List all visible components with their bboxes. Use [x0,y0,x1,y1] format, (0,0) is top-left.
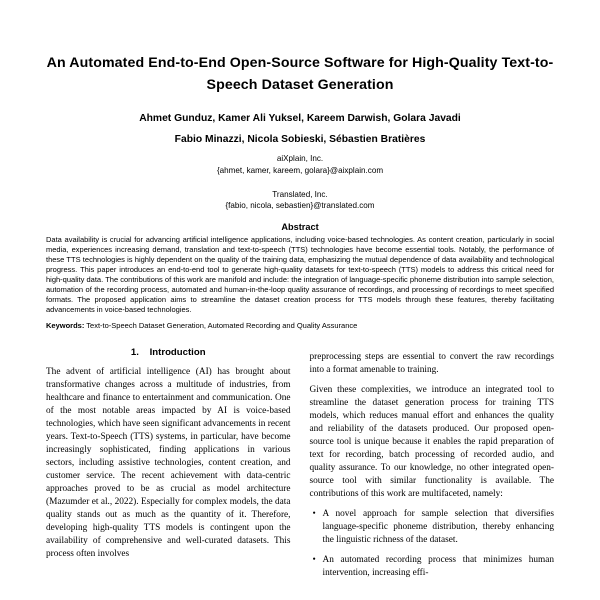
affiliation-block-1 [46,153,554,176]
section-1-number: 1. [130,346,139,358]
affiliation-1-email: {ahmet, kamer, kareem, golara}@aixplain.com [216,165,384,175]
authors-line-2: Fabio Minazzi, Nicola Sobieski, Sébastien Bratières [174,133,426,145]
section-1-title: Introduction [149,346,206,358]
affiliation-2-name: Translated, Inc. [272,189,328,199]
section-1-heading [46,347,291,358]
paragraph-right-2: Given these complexities, we introduce an integrated tool to streamline the dataset generation process for training TTS models, which reduces manual effort and enhances the quality and reliability of the datasets produced. Our proposed open-source tool is unique because it enables the rapid preparation of text for recording, batch processing of recorded audio, and quality assurance. To our knowledge, no other integrated open-source tool with similar functionality is available. The contributions of this work are multifaceted, namely: [309,384,554,500]
authors-line-1: Ahmet Gunduz, Kamer Ali Yuksel, Kareem Darwish, Golara Javadi [139,113,461,124]
list-item: • An automated recording process that minimizes human intervention, increasing effi- [323,554,555,580]
affiliation-2-email: {fabio, nicola, sebastien}@translated.com [225,201,375,211]
paragraph-right-1: preprocessing steps are essential to convert the raw recordings into a format amenable to training. [309,351,554,375]
paragraph-intro-left: The advent of artificial intelligence (AI) has brought about transformative changes across a multitude of industries, from healthcare and finance to entertainment and communication. One of the most notable areas impacted by AI is voice-based technologies, which have seen significant advancements in recent years. Text-to-Speech (TTS) systems, in particular, have become increasingly sophisticated, finding applications in various sectors, including assistive technologies, content creation, and customer service. The recent achievement with data-centric approaches proved to be as crucial as model architecture (Mazumder et al., 2022). Especially for complex models, the data quality stands out as much as the quantity of it. Therefore, developing high-quality TTS models is contingent upon the availability of comprehensive and well-curated datasets. This process often involves [46,366,291,560]
list-item: • A novel approach for sample selection that diversifies language-specific phoneme distribution, thereby enhancing the linguistic richness of the dataset. [323,508,555,547]
keywords [46,321,554,331]
keywords-label: Keywords: [46,320,85,330]
contributions-list [310,508,555,580]
abstract-heading: Abstract [281,222,319,233]
affiliation-block-2 [46,189,554,212]
body-columns [46,347,554,587]
keywords-text: Text-to-Speech Dataset Generation, Automated Recording and Quality Assurance [86,320,358,330]
abstract-text: Data availability is crucial for advancing artificial intelligence applications, including voice-based technologies. As content creation, particularly in social media, experiences increasing demand, translation and text-to-speech (TTS) technologies have become essential tools. Notably, the performance of these TTS technologies is highly dependent on the quality of the training data, emphasizing the mutual dependence of data availability and technological progress. This paper introduces an end-to-end tool to generate high-quality datasets for text-to-speech (TTS) models to address this critical need for high-quality data. The contributions of this work are manifold and include: the integration of language-specific phoneme distribution into sample selection, automation of the recording process, automated and human-in-the-loop quality assurance of recordings, and processing of recordings to meet specified formats. The proposed application aims to streamline the dataset creation process for TTS models through these features, thereby facilitating advancements in voice-based technologies. [46,235,554,314]
column-left [46,347,291,587]
column-right [310,347,555,587]
page-title: An Automated End-to-End Open-Source Software for High-Quality Text-to-Speech Dataset Generation [46,55,554,93]
affiliation-1-name: aiXplain, Inc. [276,154,324,164]
